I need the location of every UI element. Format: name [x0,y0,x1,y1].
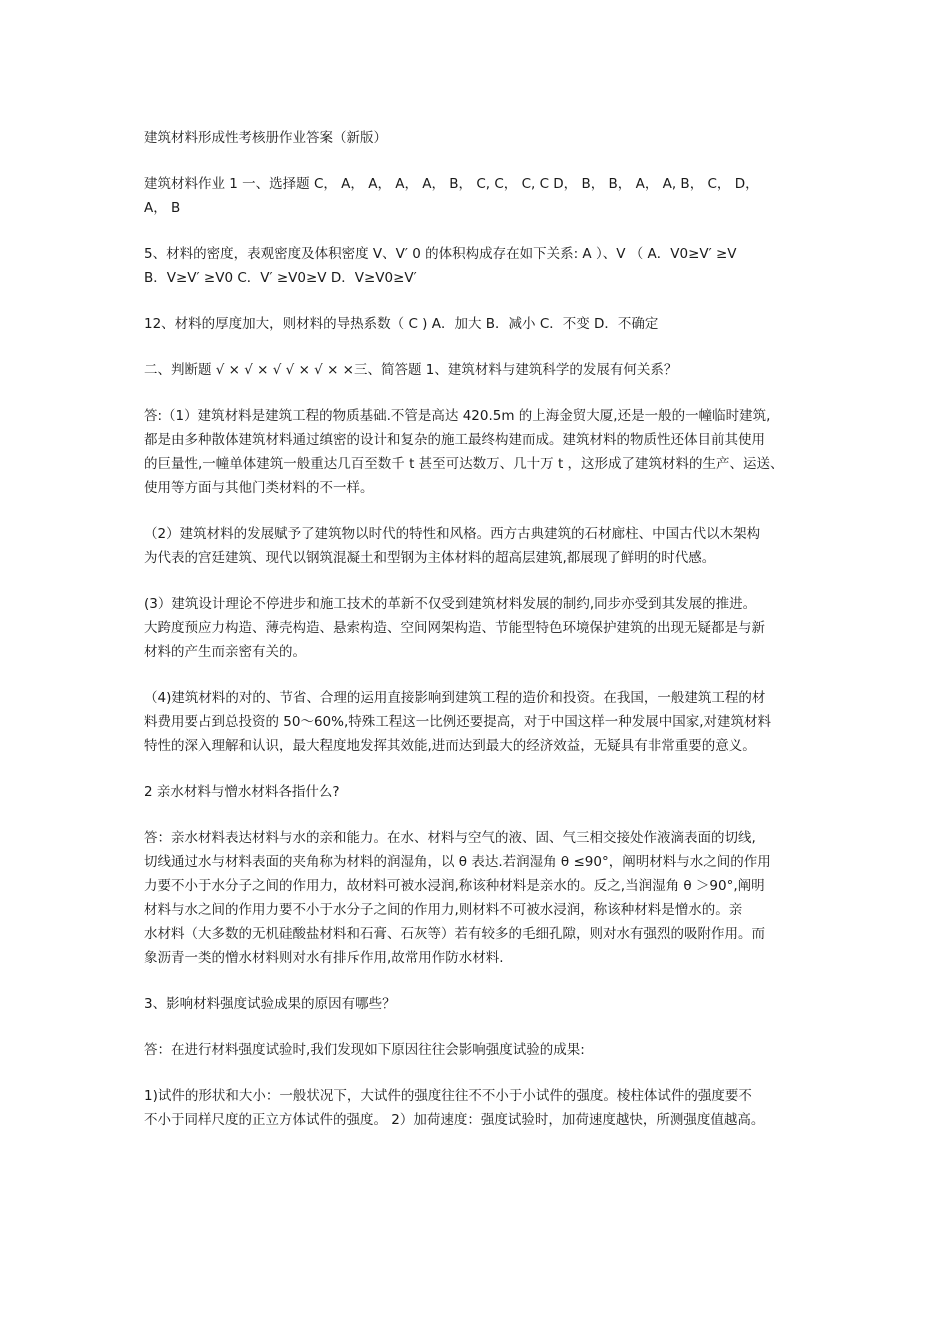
text-line: 材料的产生而亲密有关的。 [144,644,306,660]
text-line: 答:（1）建筑材料是建筑工程的物质基础.不管是高达 420.5m 的上海金贸大厦,还是一般的一幢临时建筑, [144,408,771,424]
text-line: 3、影响材料强度试验成果的原因有哪些？ [144,996,396,1012]
text-line: 材料与水之间的作用力要不小于水分子之间的作用力,则材料不可被水浸润，称该种材料是憎水的。亲 [144,902,743,918]
paragraph-question-2 [144,780,814,804]
text-line: (3）建筑设计理论不停进步和施工技术的革新不仅受到建筑材料发展的制约,同步亦受到其发展的推进。 [144,596,757,612]
text-line: 2 亲水材料与憎水材料各指什么? [144,784,340,800]
text-line: 答：在进行材料强度试验时,我们发现如下原因往往会影响强度试验的成果: [144,1042,585,1058]
paragraph-question-5 [144,242,814,290]
paragraph-question-12 [144,312,814,336]
paragraph-answer-1-part-4 [144,686,814,758]
paragraph-answer-3-intro [144,1038,814,1062]
text-line: 12、材料的厚度加大，则材料的导热系数（ C ) A．加大 B．减小 C．不变 D．不确定 [144,316,659,332]
text-line: 1)试件的形状和大小：一般状况下，大试件的强度往往不不小于小试件的强度。棱柱体试件的强度要不 [144,1088,752,1104]
paragraph-question-3 [144,992,814,1016]
text-line: 使用等方面与其他门类材料的不一样。 [144,480,374,496]
text-line: B．V≥V′ ≥V0 C．V′ ≥V0≥V D．V≥V0≥V′ [144,270,417,286]
document-title: 建筑材料形成性考核册作业答案（新版） [144,130,387,146]
paragraph-choice-answers [144,172,814,220]
text-line: 力要不小于水分子之间的作用力，故材料可被水浸润,称该种材料是亲水的。反之,当润湿角 θ ＞90°,阐明 [144,878,765,894]
text-line: （4)建筑材料的对的、节省、合理的运用直接影响到建筑工程的造价和投资。在我国，一般建筑工程的材 [144,690,766,706]
text-line: 建筑材料作业 1 一、选择题 C， A， A， A， A， B， C, C， C, C D， B， B， A， A, B， C， D， [144,176,759,192]
text-line: 都是由多种散体建筑材料通过缜密的设计和复杂的施工最终构建而成。建筑材料的物质性还体目前其使用 [144,432,765,448]
text-line: A， B [144,200,181,216]
paragraph-answer-1-part-1 [144,404,814,500]
paragraph-answer-1-part-3 [144,592,814,664]
text-line: 切线通过水与材料表面的夹角称为材料的润湿角，以 θ 表达.若润湿角 θ ≤90°，阐明材料与水之间的作用 [144,854,771,870]
text-line: 答：亲水材料表达材料与水的亲和能力。在水、材料与空气的液、固、气三相交接处作液滴表面的切线, [144,830,756,846]
paragraph-answer-2 [144,826,814,970]
paragraph-judgement-and-q1 [144,358,814,382]
text-line: 为代表的宫廷建筑、现代以钢筑混凝土和型钢为主体材料的超高层建筑,都展现了鲜明的时代感。 [144,550,716,566]
text-line: 的巨量性,一幢单体建筑一般重达几百至数千 t 甚至可达数万、几十万 t ，这形成了建筑材料的生产、运送、 [144,456,784,472]
text-line: 特性的深入理解和认识，最大程度地发挥其效能,进而达到最大的经济效益，无疑具有非常重要的意义。 [144,738,756,754]
text-line: 不小于同样尺度的正立方体试件的强度。 2）加荷速度：强度试验时，加荷速度越快，所测强度值越高。 [144,1112,765,1128]
text-line: 二、判断题 √ × √ × √ √ × √ × ×三、简答题 1、建筑材料与建筑科学的发展有何关系？ [144,362,678,378]
paragraph-answer-3-details [144,1084,814,1132]
paragraph-answer-1-part-2 [144,522,814,570]
text-line: 象沥青一类的憎水材料则对水有排斥作用,故常用作防水材料. [144,950,504,966]
text-line: 料费用要占到总投资的 50～60%,特殊工程这一比例还要提高，对于中国这样一种发展中国家,对建筑材料 [144,714,772,730]
text-line: （2）建筑材料的发展赋予了建筑物以时代的特性和风格。西方古典建筑的石材廊柱、中国古代以木架构 [144,526,761,542]
text-line: 大跨度预应力构造、薄壳构造、悬索构造、空间网架构造、节能型特色环境保护建筑的出现无疑都是与新 [144,620,765,636]
text-line: 水材料（大多数的无机硅酸盐材料和石膏、石灰等）若有较多的毛细孔隙，则对水有强烈的吸附作用。而 [144,926,765,942]
document-body [144,126,814,1154]
text-line: 5、材料的密度，表观密度及体积密度 V、V′ 0 的体积构成存在如下关系: A ）、V （ A．V0≥V′ ≥V [144,246,737,262]
